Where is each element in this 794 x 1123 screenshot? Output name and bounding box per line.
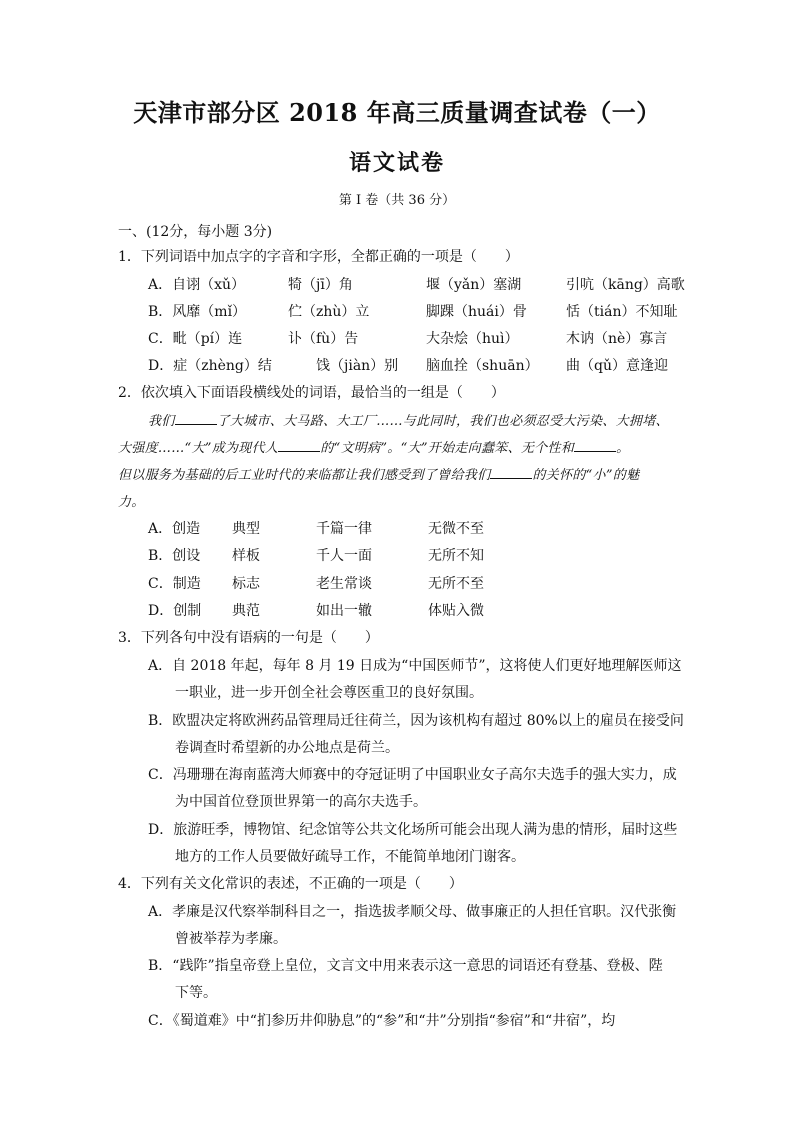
q1-d-col2: 饯（jiàn）别 [316, 358, 399, 374]
q1-d-col3: 脑血拴（shuān） [426, 358, 539, 374]
q4-option-c-line1: C．《蜀道难》中“扪参历井仰胁息”的“参”和“井”分别指“参宿”和“井宿”，均 [148, 1013, 616, 1029]
part-header: 一、(12分，每小题 3分) [118, 224, 273, 240]
question-3-stem: 3．下列各句中没有语病的一句是（ ） [118, 630, 379, 646]
question-4-stem: 4．下列有关文化常识的表述，不正确的一项是（ ） [118, 876, 463, 892]
q1-b-col2: 伫（zhù）立 [288, 304, 370, 320]
q1-c-col3: 大杂烩（huì） [426, 331, 519, 347]
q2-d-col3: 如出一辙 [316, 603, 372, 619]
q4-option-a-line2: 曾被举荐为孝廉。 [175, 931, 287, 947]
q3-option-c-line2: 为中国首位登顶世界第一的高尔夫选手。 [175, 794, 427, 810]
q2-c-col2: 标志 [232, 576, 260, 592]
q1-a-col4: 引吭（kāng）高歌 [566, 277, 685, 293]
q3-option-b-line2: 卷调查时希望新的办公地点是荷兰。 [175, 740, 399, 756]
q3-option-b-line1: B．欧盟决定将欧洲药品管理局迁往荷兰，因为该机构有超过 80%以上的雇员在接受问 [148, 713, 684, 729]
q2-passage-line-4: 力。 [118, 495, 145, 510]
q2-c-col1: C．制造 [148, 576, 201, 592]
q2-passage-line-2 [118, 437, 629, 456]
question-1-stem: 1．下列词语中加点字的字音和字形，全都正确的一项是（ ） [118, 249, 519, 265]
q2-passage-line-1 [148, 410, 669, 429]
exam-title: 天津市部分区 2018 年高三质量调查试卷（一） [133, 98, 661, 127]
q2-blank-2 [278, 439, 320, 452]
q2-c-col3: 老生常谈 [316, 576, 372, 592]
q2-blank-4 [490, 466, 532, 479]
q2-c-col4: 无所不至 [428, 576, 484, 592]
q2-a-col3: 千篇一律 [316, 521, 372, 537]
q3-option-a-line2: 一职业，进一步开创全社会尊医重卫的良好氛围。 [175, 685, 483, 701]
q2-a-col1: A．创造 [148, 521, 201, 537]
q2-passage-text: 但以服务为基础的后工业时代的来临都让我们感受到了曾给我们 [118, 468, 491, 483]
q1-d-col4: 曲（qǔ）意逢迎 [566, 358, 668, 374]
q2-a-col4: 无微不至 [428, 521, 484, 537]
q2-passage-text: 我们 [148, 414, 175, 429]
q2-b-col1: B．创设 [148, 548, 201, 564]
q3-option-a-line1: A．自 2018 年起，每年 8 月 19 日成为“中国医师节”，这将使人们更好地理解医师这 [148, 658, 682, 674]
q2-b-col4: 无所不知 [428, 548, 484, 564]
q1-c-col2: 讣（fù）告 [288, 331, 359, 347]
question-2-stem: 2．依次填入下面语段横线处的词语，最恰当的一组是（ ） [118, 385, 505, 401]
q2-passage-line-3 [118, 464, 639, 483]
q2-d-col1: D．创制 [148, 603, 202, 619]
q1-d-col1: D．症（zhèng）结 [148, 358, 272, 374]
q2-passage-text: 大强度……“大”成为现代人 [118, 441, 279, 456]
q1-b-col3: 脚踝（huái）骨 [426, 304, 527, 320]
q2-a-col2: 典型 [232, 521, 260, 537]
q1-b-col1: B．风靡（mǐ） [148, 304, 247, 320]
q4-option-b-line1: B．“践阼”指皇帝登上皇位，文言文中用来表示这一意思的词语还有登基、登极、陛 [148, 958, 663, 974]
q1-c-col1: C．毗（pí）连 [148, 331, 243, 347]
q3-option-c-line1: C．冯珊珊在海南蓝湾大师赛中的夺冠证明了中国职业女子高尔夫选手的强大实力，成 [148, 767, 677, 783]
q1-b-col4: 恬（tián）不知耻 [566, 304, 678, 320]
q2-d-col4: 体贴入微 [428, 603, 484, 619]
q1-a-col1: A．自诩（xǔ） [148, 277, 246, 293]
q2-passage-text: 了大城市、大马路、大工厂……与此同时，我们也必须忍受大污染、大拥堵、 [216, 414, 669, 429]
q2-b-col2: 样板 [232, 548, 260, 564]
q2-passage-text: 。 [616, 441, 630, 456]
q2-blank-1 [175, 412, 217, 425]
q2-passage-text: 的关怀的“小”的魅 [532, 468, 640, 483]
q4-option-a-line1: A．孝廉是汉代察举制科目之一，指选拔孝顺父母、做事廉正的人担任官职。汉代张衡 [148, 904, 677, 920]
q2-d-col2: 典范 [232, 603, 260, 619]
q3-option-d-line2: 地方的工作人员要做好疏导工作，不能简单地闭门谢客。 [175, 849, 525, 865]
exam-subtitle: 语文试卷 [348, 150, 445, 176]
section-header: 第 I 卷（共 36 分） [338, 193, 456, 208]
q2-b-col3: 千人一面 [316, 548, 372, 564]
q1-c-col4: 木讷（nè）寡言 [566, 331, 668, 347]
q1-a-col3: 堰（yǎn）塞湖 [426, 277, 522, 293]
q1-a-col2: 犄（jī）角 [288, 277, 353, 293]
q2-blank-3 [574, 439, 616, 452]
q4-option-b-line2: 下等。 [175, 985, 217, 1001]
q3-option-d-line1: D．旅游旺季，博物馆、纪念馆等公共文化场所可能会出现人满为患的情形，届时这些 [148, 822, 678, 838]
q2-passage-text: 的“文明病”。“大”开始走向蠢笨、无个性和 [320, 441, 575, 456]
